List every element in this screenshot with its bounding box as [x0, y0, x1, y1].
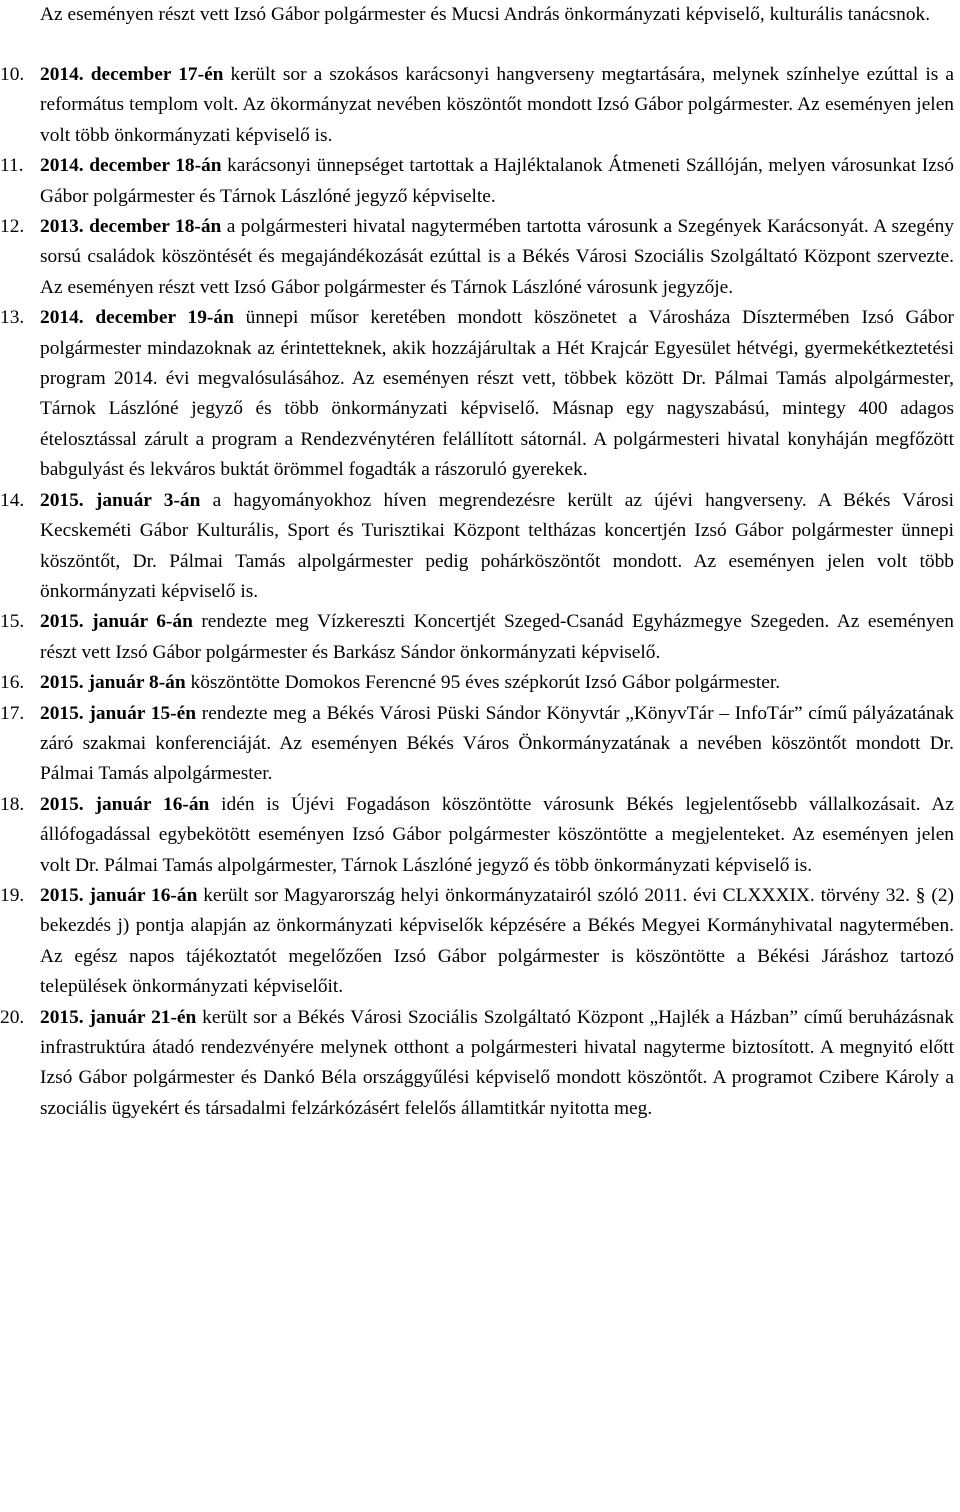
- item-date: január 3-án: [95, 489, 201, 511]
- item-text: karácsonyi ünnepséget tartottak a Hajléktalanok Átmeneti Szállóján, melyen városunkat Izsó Gábor polgármester és Tárnok Lászlóné jegyző képviselte.: [40, 155, 954, 207]
- item-year: 2014.: [40, 307, 84, 329]
- list-item: [0, 607, 954, 668]
- item-date: január 15-én: [89, 702, 197, 724]
- item-date: december 17-én: [90, 64, 224, 85]
- item-number: 17.: [0, 702, 25, 724]
- list-item: [0, 486, 954, 608]
- item-text: ünnepi műsor keretében mondott köszönetet a Városháza Dísztermében Izsó Gábor polgármester mindazoknak az érintetteknek, akik hozzájárultak a Hét Krajcár Egyesület hétvégi, gyermekétkeztetési program 2014. évi megvalósulásához. Az eseményen részt vett, többek között Dr. Pálmai Tamás alpolgármester, Tárnok Lászlóné jegyző és több önkormányzati képviselő. Másnap egy nagyszabású, mintegy 400 adagos ételosztással zárult a program a Rendezvénytéren felállított sátornál. A polgármesteri hivatal konyháján megfőzött babgulyást és lekváros buktát örömmel fogadták a rászoruló gyerekek.: [40, 307, 955, 481]
- item-number: 10.: [0, 64, 25, 85]
- item-date: január 16-án: [95, 793, 210, 815]
- item-year: 2014.: [40, 64, 84, 85]
- intro-paragraph: Az eseményen részt vett Izsó Gábor polgármester és Mucsi András önkormányzati képviselő, kulturális tanácsnok.: [40, 4, 931, 25]
- item-text: rendezte meg a Békés Városi Püski Sándor Könyvtár „KönyvTár – InfoTár” című pályázatának záró szakmai konferenciáját. Az eseményen Békés Város Önkormányzatának a nevében köszöntőt mondott Dr. Pálmai Tamás alpolgármester.: [40, 702, 954, 785]
- item-year: 2013.: [40, 216, 84, 238]
- list-item: [0, 668, 954, 698]
- item-text: került sor a Békés Városi Szociális Szolgáltató Központ „Hajlék a Házban” című beruházásnak infrastruktúra átadó rendezvényére melynek otthont a polgármesteri hivatal nagyterme biztosított. A megnyitó előtt Izsó Gábor polgármester és Dankó Béla országgyűlési képviselő mondott köszöntőt. A programot Czibere Károly a szociális ügyekért és társadalmi felzárkózásért felelős államtitkár nyitotta meg.: [40, 1006, 954, 1119]
- event-list: [0, 60, 954, 1124]
- item-year: 2015.: [40, 672, 84, 694]
- list-item: [0, 1003, 954, 1125]
- item-number: 20.: [0, 1006, 25, 1028]
- item-text: a hagyományokhoz híven megrendezésre került az újévi hangverseny. A Békés Városi Kecskeméti Gábor Kulturális, Sport és Turisztikai Központ teltházas koncertjén Izsó Gábor polgármester ünnepi köszöntőt, Dr. Pálmai Tamás alpolgármester pedig pohárköszöntőt mondott. Az eseményen jelen volt több önkormányzati képviselő is.: [40, 489, 954, 602]
- item-number: 16.: [0, 672, 25, 694]
- item-year: 2015.: [40, 489, 84, 511]
- item-text: a polgármesteri hivatal nagytermében tartotta városunk a Szegények Karácsonyát. A szegény sorsú családok köszöntését és megajándékozását ezúttal is a Békés Városi Szociális Szolgáltató Központ szervezte. Az eseményen részt vett Izsó Gábor polgármester és Tárnok Lászlóné városunk jegyzője.: [40, 216, 954, 298]
- list-item: [0, 151, 954, 212]
- item-year: 2015.: [40, 702, 84, 724]
- list-item: [0, 699, 954, 790]
- list-item: [0, 881, 954, 1003]
- item-year: 2015.: [40, 611, 84, 633]
- item-number: 18.: [0, 793, 25, 815]
- list-item: [0, 60, 954, 151]
- item-text: köszöntötte Domokos Ferencné 95 éves szépkorút Izsó Gábor polgármester.: [185, 672, 781, 694]
- item-number: 12.: [0, 216, 25, 238]
- item-year: 2015.: [40, 793, 84, 815]
- item-number: 11.: [0, 155, 24, 177]
- item-date: december 19-án: [95, 307, 234, 329]
- item-date: január 8-án: [88, 672, 186, 694]
- item-text: került sor a szokásos karácsonyi hangverseny megtartására, melynek színhelye ezúttal is a református templom volt. Az ökormányzat nevében köszöntőt mondott Izsó Gábor polgármester. Az eseményen jelen volt több önkormányzati képviselő is.: [40, 64, 955, 146]
- item-date: december 18-án: [89, 155, 222, 177]
- item-number: 13.: [0, 307, 25, 329]
- item-number: 15.: [0, 611, 25, 633]
- item-text: idén is Újévi Fogadáson köszöntötte városunk Békés legjelentősebb vállalkozásait. Az állófogadással egybekötött eseményen Izsó Gábor polgármester köszöntötte a megjelenteket. Az eseményen jelen volt Dr. Pálmai Tamás alpolgármester, Tárnok Lászlóné jegyző és több önkormányzati képviselő is.: [40, 793, 954, 876]
- list-item: [0, 303, 954, 485]
- item-text: került sor Magyarország helyi önkormányzatairól szóló 2011. évi CLXXXIX. törvény 32. § (2) bekezdés j) pontja alapján az önkormányzati képviselők képzésére a Békés Megyei Kormányhivatal nagytermében. Az egész napos tájékoztatót megelőzően Izsó Gábor polgármester is köszöntötte a Békési Járáshoz tartozó települések önkormányzati képviselőit.: [40, 884, 954, 998]
- item-date: december 18-án: [89, 216, 222, 238]
- list-item: [0, 212, 954, 303]
- item-text: rendezte meg Vízkereszti Koncertjét Szeged-Csanád Egyházmegye Szegeden. Az eseményen részt vett Izsó Gábor polgármester és Barkász Sándor önkormányzati képviselő.: [40, 611, 954, 663]
- item-year: 2015.: [40, 884, 84, 906]
- item-date: január 21-én: [89, 1006, 197, 1028]
- list-item: [0, 790, 954, 881]
- item-number: 19.: [0, 884, 25, 906]
- item-date: január 16-án: [89, 884, 198, 906]
- item-year: 2015.: [40, 1006, 84, 1028]
- item-year: 2014.: [40, 155, 84, 177]
- item-date: január 6-án: [92, 611, 193, 633]
- item-number: 14.: [0, 489, 25, 511]
